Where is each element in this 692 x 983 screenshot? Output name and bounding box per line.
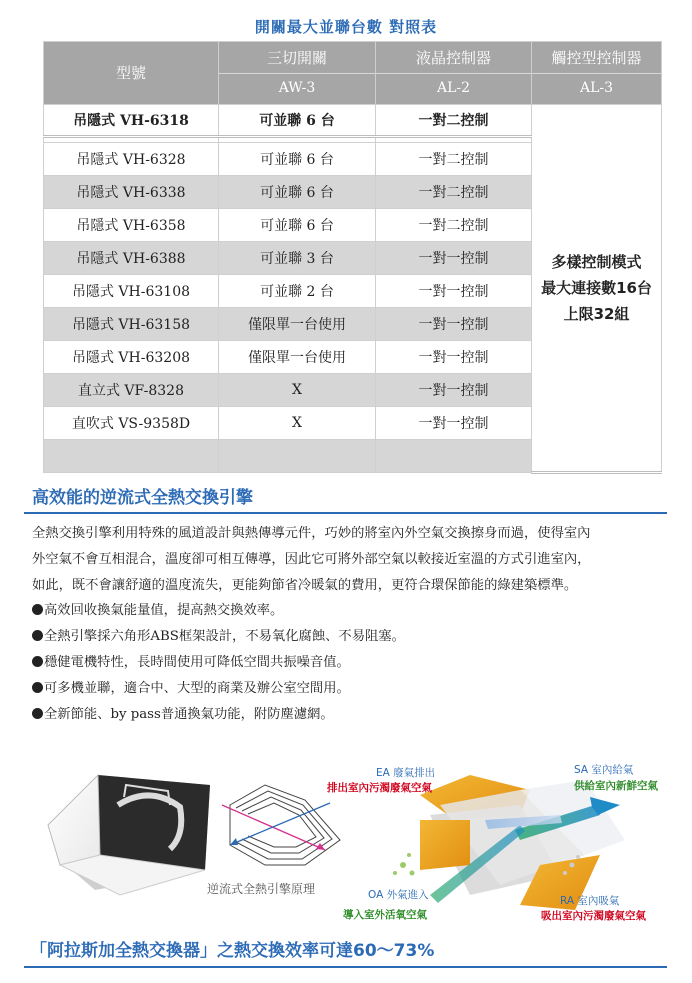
cell-al2: 一對一控制 — [376, 308, 532, 341]
cell-al2: 一對二控制 — [376, 209, 532, 242]
bullet-dot-icon — [32, 630, 43, 641]
cell-aw3: X — [219, 407, 376, 440]
ra-label: RA 室內吸氣 — [560, 895, 620, 907]
bullet-dot-icon — [32, 708, 43, 719]
cell-al2: 一對一控制 — [376, 341, 532, 374]
bullet-dot-icon — [32, 656, 43, 667]
intro-paragraph — [32, 521, 672, 599]
ea-label: EA 廢氣排出 — [376, 767, 436, 779]
oa-desc: 導入室外活氧空氣 — [343, 909, 427, 921]
header-aw3: 三切開關 AW-3 — [219, 42, 376, 105]
cell-aw3: 可並聯 6 台 — [219, 105, 376, 137]
cell-al2: 一對二控制 — [376, 176, 532, 209]
cell-al2: 一對一控制 — [376, 407, 532, 440]
al3-note-line: 上限32組 — [563, 305, 630, 323]
table-title: 開關最大並聯台數 對照表 — [254, 18, 438, 36]
cell-aw3: 僅限單一台使用 — [219, 341, 376, 374]
list-item: 全熱引擎採六角形ABS框架設計，不易氧化腐蝕、不易阻塞。 — [32, 624, 405, 650]
cell-al2: 一對一控制 — [376, 374, 532, 407]
list-item: 高效回收換氣能量值，提高熱交換效率。 — [32, 598, 405, 624]
bullet-dot-icon — [32, 682, 43, 693]
cell-aw3: 僅限單一台使用 — [219, 308, 376, 341]
cell-al2: 一對二控制 — [376, 143, 532, 176]
cell-model: 吊隱式 VH-6388 — [44, 242, 219, 275]
cell-al2: 一對一控制 — [376, 242, 532, 275]
list-item: 全新節能、by pass普通換氣功能，附防塵濾網。 — [32, 702, 405, 728]
feature-list — [32, 598, 405, 728]
cell-aw3: 可並聯 3 台 — [219, 242, 376, 275]
header-al3: 觸控型控制器 AL-3 — [532, 42, 662, 105]
cell-model: 吊隱式 VH-6328 — [44, 143, 219, 176]
header-al2: 液晶控制器 AL-2 — [376, 42, 532, 105]
section-divider — [24, 512, 667, 514]
table-row — [44, 105, 662, 137]
cell-aw3: 可並聯 2 台 — [219, 275, 376, 308]
cell-aw3: 可並聯 6 台 — [219, 176, 376, 209]
cell-aw3: 可並聯 6 台 — [219, 209, 376, 242]
al3-note-line: 多樣控制模式 — [551, 253, 642, 271]
sa-desc: 供給室內新鮮空氣 — [574, 780, 658, 792]
cell-model: 吊隱式 VH-6338 — [44, 176, 219, 209]
cell-al2 — [376, 440, 532, 473]
paragraph-line: 如此，既不會讓舒適的溫度流失，更能夠節省冷暖氣的費用，更符合環保節能的綠建築標準。 — [32, 578, 578, 593]
bottom-divider — [24, 966, 667, 968]
cell-model: 吊隱式 VH-63158 — [44, 308, 219, 341]
al3-note-cell — [532, 105, 662, 473]
cell-model: 吊隱式 VH-6318 — [44, 105, 219, 137]
hex-core-photo — [48, 775, 210, 895]
efficiency-title: 「阿拉斯加全熱交換器」之熱交換效率可達60～73% — [30, 941, 435, 961]
al3-note-line: 最大連接數16台 — [541, 279, 652, 297]
diagram-caption: 逆流式全熱引擎原理 — [207, 882, 316, 896]
counterflow-schematic — [222, 785, 340, 865]
cell-aw3 — [219, 440, 376, 473]
cell-model: 直立式 VF-8328 — [44, 374, 219, 407]
cell-aw3: X — [219, 374, 376, 407]
cell-aw3: 可並聯 6 台 — [219, 143, 376, 176]
cell-model: 吊隱式 VH-63108 — [44, 275, 219, 308]
paragraph-line: 外空氣不會互相混合，溫度卻可相互傳導，因此它可將外部空氣以較接近室溫的方式引進室內， — [32, 552, 591, 567]
list-item: 穩健電機特性，長時間使用可降低空間共振噪音值。 — [32, 650, 405, 676]
cell-al2: 一對一控制 — [376, 275, 532, 308]
ea-desc: 排出室內污濁廢氣空氣 — [327, 782, 432, 794]
paragraph-line: 全熱交換引擎利用特殊的風道設計與熱傳導元件，巧妙的將室內外空氣交換擦身而過，使得室內 — [32, 526, 591, 541]
oa-label: OA 外氣進入 — [368, 889, 429, 901]
ra-desc: 吸出室內污濁廢氣空氣 — [541, 910, 646, 922]
parallel-count-table — [43, 41, 662, 474]
cell-model — [44, 440, 219, 473]
cell-al2: 一對二控制 — [376, 105, 532, 137]
bullet-dot-icon — [32, 604, 43, 615]
sa-label: SA 室內給氣 — [574, 764, 634, 776]
list-item: 可多機並聯，適合中、大型的商業及辦公室空間用。 — [32, 676, 405, 702]
cell-model: 直吹式 VS-9358D — [44, 407, 219, 440]
section-title: 高效能的逆流式全熱交換引擎 — [32, 488, 253, 508]
header-model: 型號 — [44, 42, 219, 105]
cell-model: 吊隱式 VH-63208 — [44, 341, 219, 374]
cell-model: 吊隱式 VH-6358 — [44, 209, 219, 242]
